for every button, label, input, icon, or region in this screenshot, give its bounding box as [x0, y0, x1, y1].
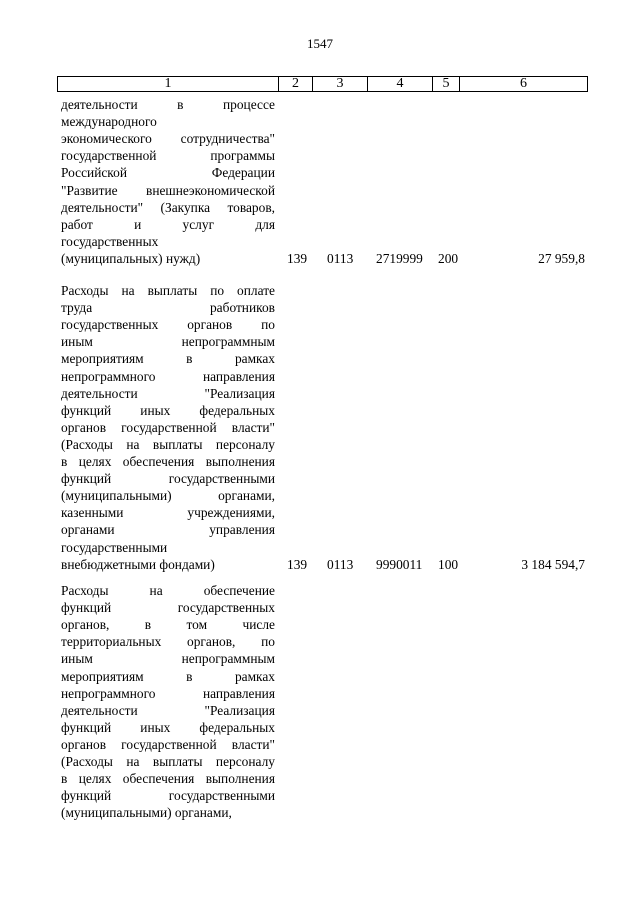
row-description-line: (муниципальных) нужд) [61, 250, 201, 266]
column-header-3: 3 [313, 77, 368, 92]
row-description-line: (муниципальными) органами, [61, 805, 232, 821]
row-description-line: деятельности "Реализация [61, 385, 275, 401]
row-description-line: внебюджетными фондами) [61, 556, 215, 572]
column-header-5: 5 [433, 77, 460, 92]
row-col6-value: 3 184 594,7 [521, 556, 585, 572]
column-header-row [58, 77, 588, 92]
row-description-line: деятельности" (Закупка товаров, [61, 199, 275, 215]
row-description-line: экономического сотрудничества" [61, 131, 275, 147]
row-description-line: работ и услуг для [61, 216, 275, 232]
row-description-line: органов государственной власти" [61, 419, 275, 435]
row-description-line: (Расходы на выплаты персоналу [61, 436, 275, 452]
row-description-line: Расходы на обеспечение [61, 583, 275, 598]
row-description-line: мероприятиям в рамках [61, 668, 275, 684]
row-description-line: деятельности в процессе [61, 97, 275, 112]
row-description-line: (муниципальными) органами, [61, 488, 275, 504]
row-description-line: органами управления [61, 522, 275, 538]
row-description-line: непрограммного направления [61, 368, 275, 384]
row-description-line: государственных органов по [61, 317, 275, 333]
row-description-line: иным непрограммным [61, 334, 275, 350]
row-description-line: в целях обеспечения выполнения [61, 454, 275, 469]
row-description-line: функций иных федеральных [61, 402, 275, 418]
column-header-table [57, 76, 588, 92]
row-col4-value: 2719999 [376, 250, 423, 266]
row-description-line: функций иных федеральных [61, 719, 275, 735]
row-description-line: территориальных органов, по [61, 634, 275, 650]
row-col5-value: 200 [438, 250, 459, 266]
row-col3-value: 0113 [327, 250, 354, 266]
row-description-line: (Расходы на выплаты персоналу [61, 754, 275, 769]
row-description-line: иным непрограммным [61, 651, 275, 667]
row-description-line: непрограммного направления [61, 685, 275, 701]
row-col2-value: 139 [287, 250, 308, 266]
row-description-line: Расходы на выплаты по оплате [61, 283, 275, 298]
row-description-line: Российской Федерации [61, 165, 275, 181]
row-description-line: казенными учреждениями, [61, 505, 275, 521]
row-description-line: государственными [61, 539, 168, 555]
column-header-1: 1 [58, 77, 279, 92]
row-col2-value: 139 [287, 556, 308, 572]
row-description-line: органов, в том числе [61, 617, 275, 633]
row-description-line: органов государственной власти" [61, 736, 275, 752]
row-description-line: труда работников [61, 300, 275, 316]
row-col6-value: 27 959,8 [538, 250, 585, 266]
row-description-line: функций государственными [61, 788, 275, 804]
row-description-line: "Развитие внешнеэкономической [61, 182, 275, 198]
column-header-6: 6 [460, 77, 588, 92]
row-col3-value: 0113 [327, 556, 354, 572]
row-description-line: международного [61, 114, 157, 130]
row-description-line: государственной программы [61, 148, 275, 164]
row-description-line: в целях обеспечения выполнения [61, 771, 275, 787]
row-description-line: функций государственными [61, 471, 275, 487]
column-header-4: 4 [368, 77, 433, 92]
page-number: 1547 [307, 36, 333, 51]
row-description-line: функций государственных [61, 600, 275, 616]
row-col4-value: 9990011 [376, 556, 423, 572]
row-description-line: государственных [61, 233, 159, 249]
column-header-2: 2 [279, 77, 313, 92]
row-description-line: мероприятиям в рамках [61, 351, 275, 367]
row-description-line: деятельности "Реализация [61, 702, 275, 718]
row-col5-value: 100 [438, 556, 459, 572]
